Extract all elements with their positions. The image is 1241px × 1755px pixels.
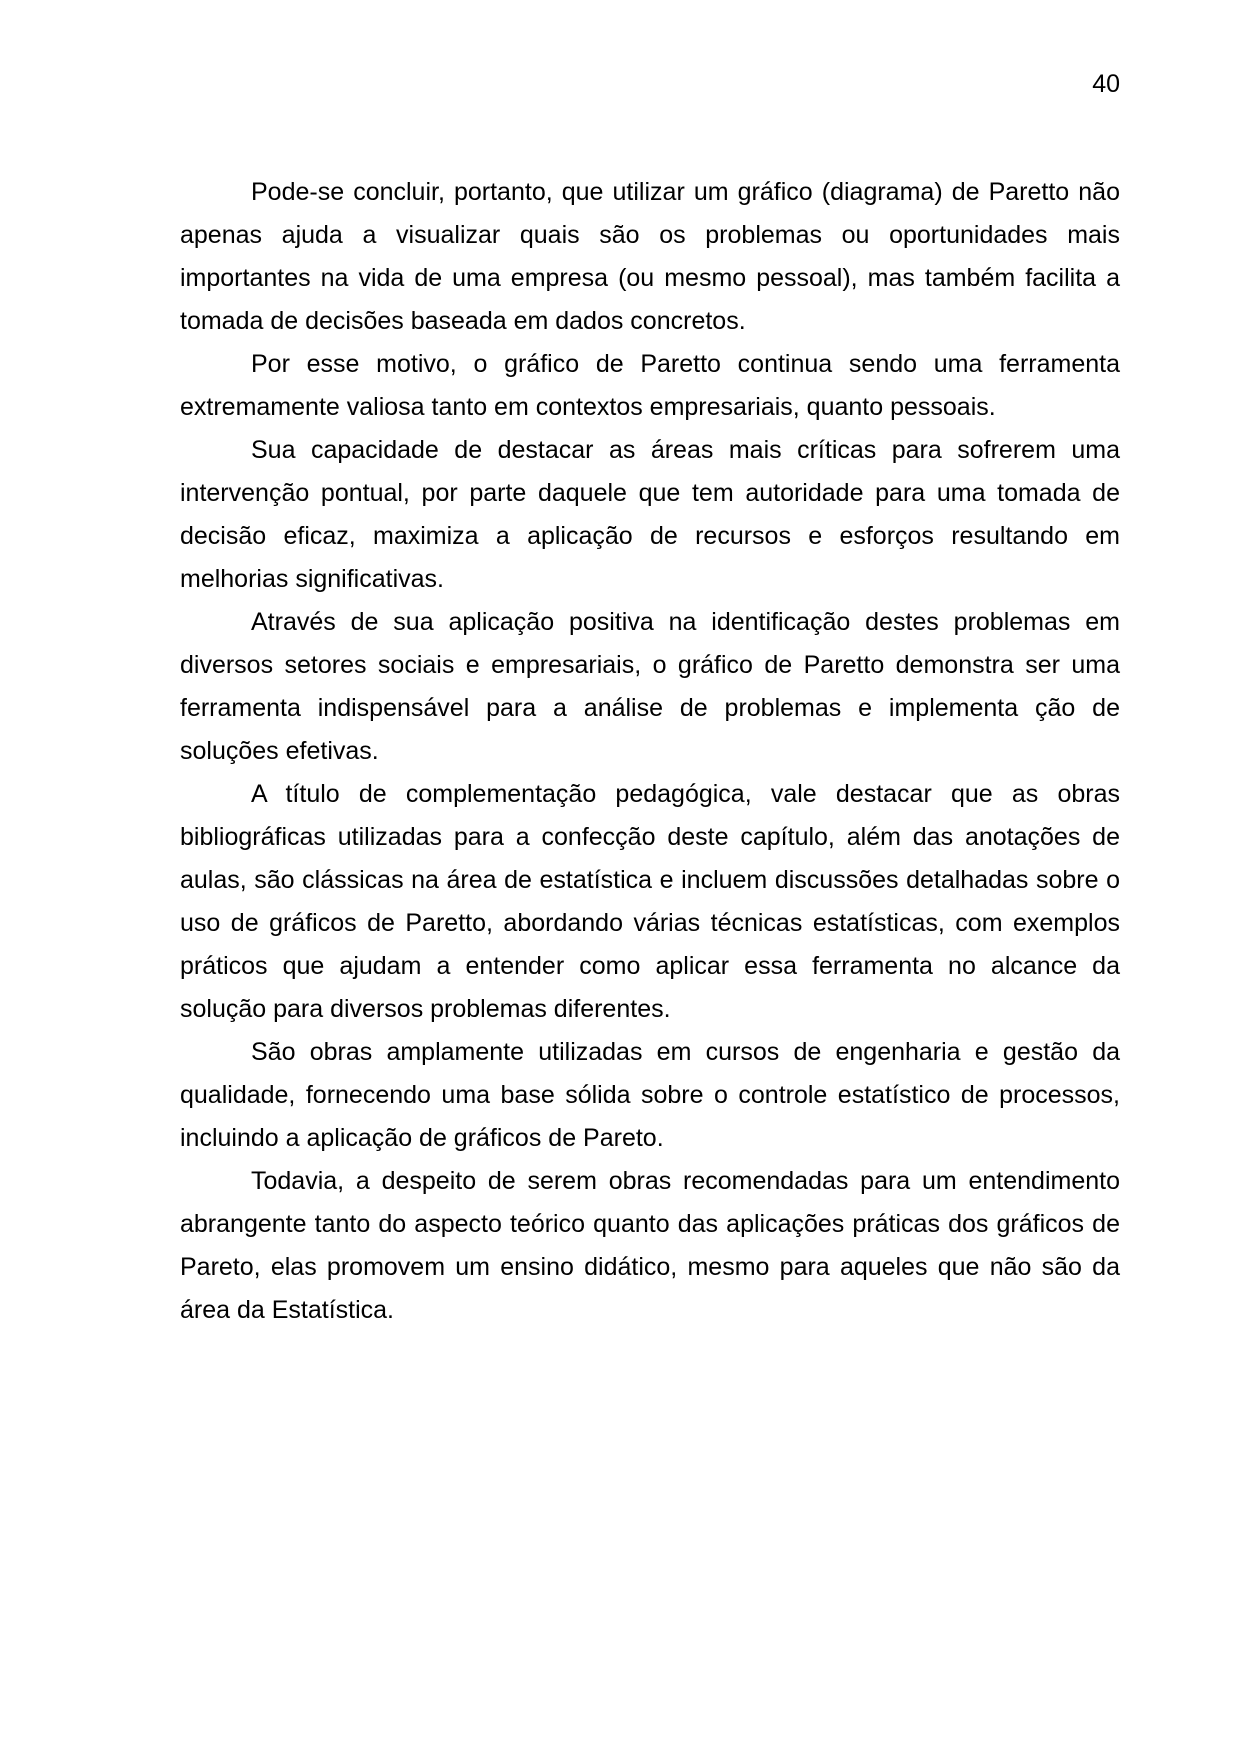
page-number: 40 [1092,70,1120,98]
paragraph: Pode-se concluir, portanto, que utilizar um gráfico (diagrama) de Paretto não apenas ajuda a visualizar quais são os problemas ou oportunidades mais importantes na vida de uma empresa (ou mesmo pessoal), mas também facilita a tomada de decisões baseada em dados concretos. [180,178,1120,335]
paragraph: Por esse motivo, o gráfico de Paretto continua sendo uma ferramenta extremamente valiosa tanto em contextos empresariais, quanto pessoais. [180,350,1120,421]
paragraph: A título de complementação pedagógica, vale destacar que as obras bibliográficas utilizadas para a confecção deste capítulo, além das anotações de aulas, são clássicas na área de estatística e incluem discussões detalhadas sobre o uso de gráficos de Paretto, abordando várias técnicas estatísticas, com exemplos práticos que ajudam a entender como aplicar essa ferramenta no alcance da solução para diversos problemas diferentes. [180,780,1120,1023]
document-body [180,171,1120,1332]
paragraph: São obras amplamente utilizadas em cursos de engenharia e gestão da qualidade, fornecendo uma base sólida sobre o controle estatístico de processos, incluindo a aplicação de gráficos de Pareto. [180,1038,1120,1152]
paragraph: Através de sua aplicação positiva na identificação destes problemas em diversos setores sociais e empresariais, o gráfico de Paretto demonstra ser uma ferramenta indispensável para a análise de problemas e implementa ção de soluções efetivas. [180,608,1120,765]
paragraph: Sua capacidade de destacar as áreas mais críticas para sofrerem uma intervenção pontual, por parte daquele que tem autoridade para uma tomada de decisão eficaz, maximiza a aplicação de recursos e esforços resultando em melhorias significativas. [180,436,1120,593]
paragraph: Todavia, a despeito de serem obras recomendadas para um entendimento abrangente tanto do aspecto teórico quanto das aplicações práticas dos gráficos de Pareto, elas promovem um ensino didático, mesmo para aqueles que não são da área da Estatística. [180,1167,1120,1324]
